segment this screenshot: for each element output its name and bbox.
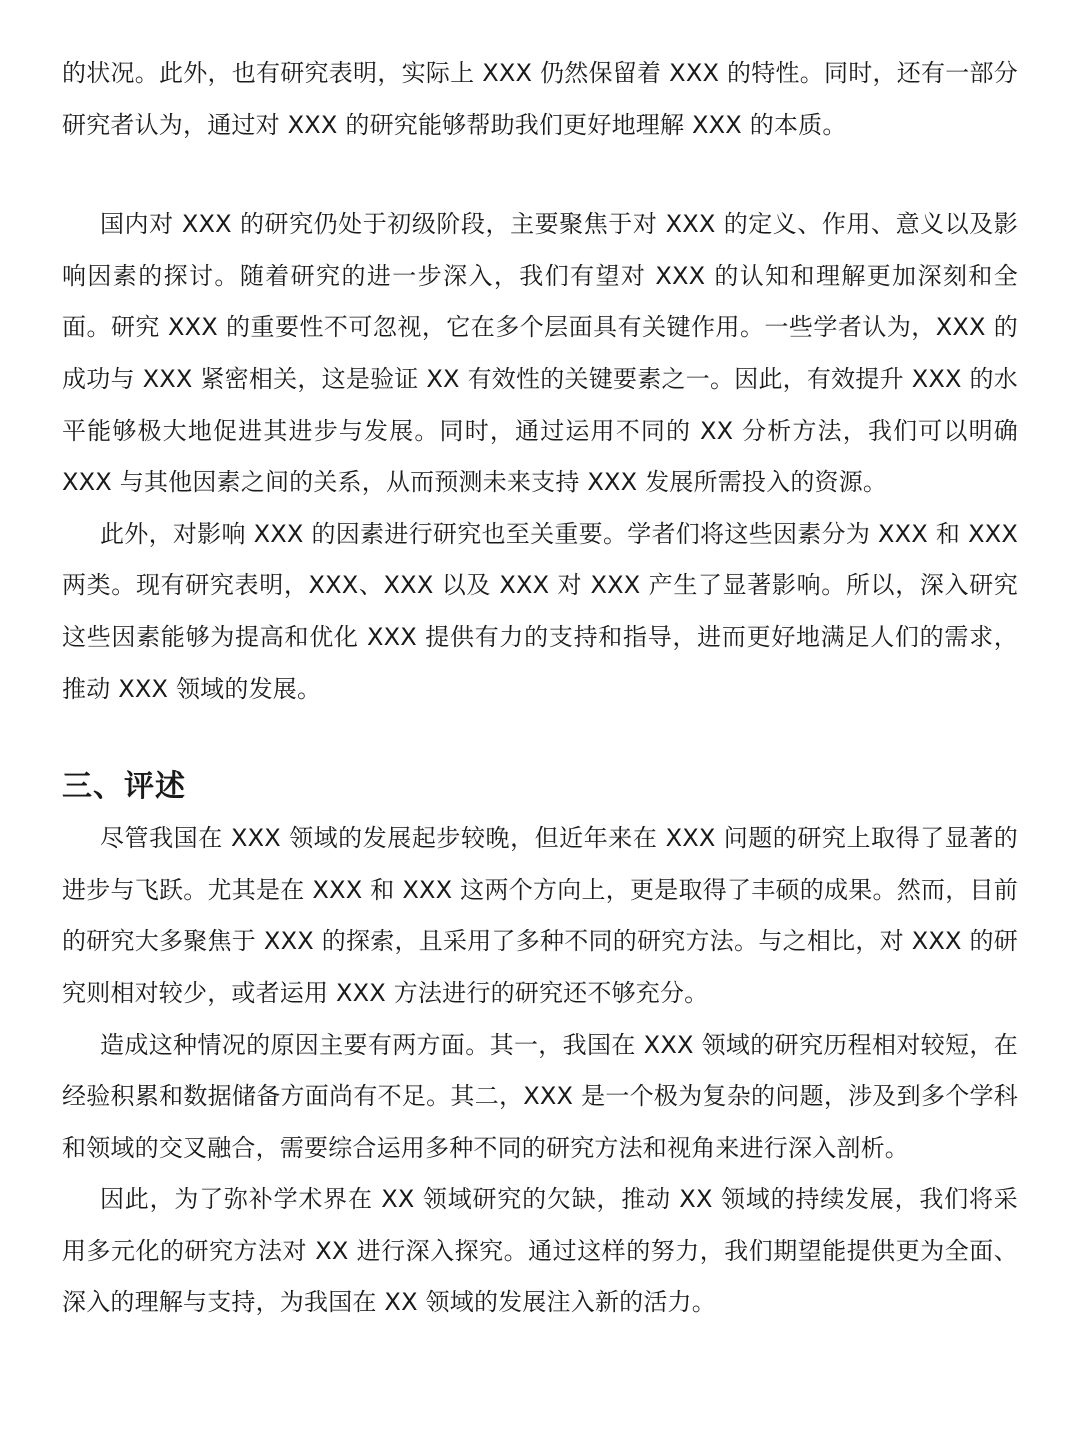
paragraph-continued: 的状况。此外，也有研究表明，实际上 XXX 仍然保留着 XXX 的特性。同时，还有一部分研究者认为，通过对 XXX 的研究能够帮助我们更好地理解 XXX 的本质。 (62, 59, 1018, 139)
paragraph-influencing-factors: 此外，对影响 XXX 的因素进行研究也至关重要。学者们将这些因素分为 XXX 和 XXX 两类。现有研究表明，XXX、XXX 以及 XXX 对 XXX 产生了显著影响。所以，深入研究这些因素能够为提高和优化 XXX 提供有力的支持和指导，进而更好地满足人们的需求，推动 XXX 领域的发展。 (62, 519, 1018, 703)
paragraph-review-progress: 尽管我国在 XXX 领域的发展起步较晚，但近年来在 XXX 问题的研究上取得了显著的进步与飞跃。尤其是在 XXX 和 XXX 这两个方向上，更是取得了丰硕的成果。然而，目前的研究大多聚焦于 XXX 的探索，且采用了多种不同的研究方法。与之相比，对 XXX 的研究则相对较少，或者运用 XXX 方法进行的研究还不够充分。 (62, 824, 1018, 1007)
document-page (62, 48, 1018, 1329)
paragraph-review-reasons: 造成这种情况的原因主要有两方面。其一，我国在 XXX 领域的研究历程相对较短，在经验积累和数据储备方面尚有不足。其二，XXX 是一个极为复杂的问题，涉及到多个学科和领域的交叉融合，需要综合运用多种不同的研究方法和视角来进行深入剖析。 (62, 1030, 1018, 1162)
paragraph-domestic-research: 国内对 XXX 的研究仍处于初级阶段，主要聚焦于对 XXX 的定义、作用、意义以及影响因素的探讨。随着研究的进一步深入，我们有望对 XXX 的认知和理解更加深刻和全面。研究 XXX 的重要性不可忽视，它在多个层面具有关键作用。一些学者认为，XXX 的成功与 XXX 紧密相关，这是验证 XX 有效性的关键要素之一。因此，有效提升 XXX 的水平能够极大地促进其进步与发展。同时，通过运用不同的 XX 分析方法，我们可以明确 XXX 与其他因素之间的关系，从而预测未来支持 XXX 发展所需投入的资源。 (62, 210, 1018, 497)
section-heading-review: 三、评述 (62, 769, 186, 805)
paragraph-review-conclusion: 因此，为了弥补学术界在 XX 领域研究的欠缺，推动 XX 领域的持续发展，我们将采用多元化的研究方法对 XX 进行深入探究。通过这样的努力，我们期望能提供更为全面、深入的理解与支持，为我国在 XX 领域的发展注入新的活力。 (62, 1185, 1018, 1317)
